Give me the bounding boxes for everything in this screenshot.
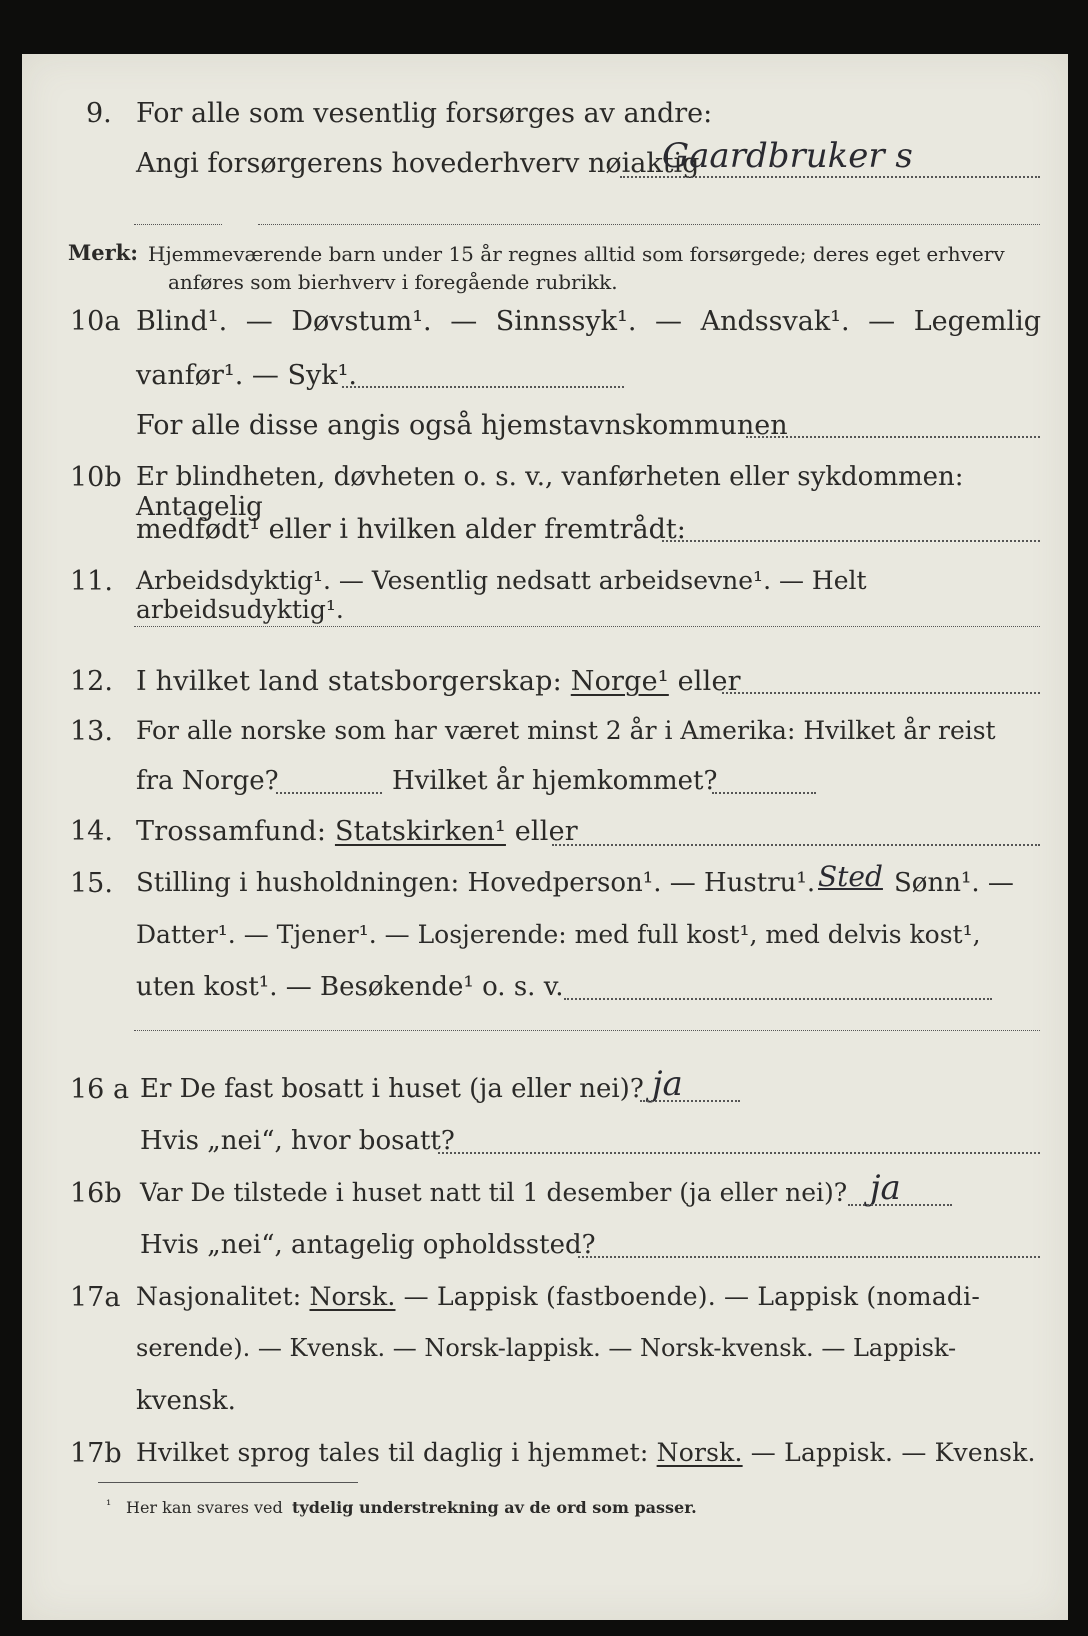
q17b-underlined-answer: Norsk.: [656, 1438, 743, 1467]
q12-answer-line: [722, 692, 1040, 694]
q9-question-line1: For alle som vesentlig forsørges av andre:: [136, 98, 713, 129]
q10a-number: 10a: [70, 306, 121, 337]
q16b-number: 16b: [70, 1178, 122, 1209]
q14-number: 14.: [70, 816, 113, 847]
footnote-rule: [98, 1482, 358, 1483]
q9-separator-right: [258, 224, 1040, 225]
q16a-handwritten-answer: ja: [652, 1064, 683, 1104]
q17b-line: [136, 1438, 1036, 1467]
q10a-line2: vanfør¹. — Syk¹.: [136, 360, 357, 391]
q10b-line1: Er blindheten, døvheten o. s. v., vanførheten eller sykdommen: Antagelig: [136, 462, 964, 522]
q17a-number: 17a: [70, 1282, 121, 1313]
q13-line2b: Hvilket år hjemkommet?: [392, 766, 718, 796]
q15-answer-line: [564, 998, 992, 1000]
q16a-number: 16 a: [70, 1074, 130, 1105]
q16a-line2: Hvis „nei“, hvor bosatt?: [140, 1126, 455, 1156]
q13-year-left-answer-line: [276, 792, 382, 794]
q16a-answer-line: [640, 1100, 740, 1102]
q11-number: 11.: [70, 566, 113, 597]
q10b-number: 10b: [70, 462, 122, 493]
q17a-suffix: — Lappisk (fastboende). — Lappisk (nomadi-: [403, 1282, 980, 1311]
q15-line1a: Stilling i husholdningen: Hovedperson¹. — Hustru¹.: [136, 868, 816, 898]
footnote-text-b: tydelig understrekning av de ord som passer.: [292, 1498, 697, 1517]
q15-number: 15.: [70, 868, 113, 899]
q17a-line2: serende). — Kvensk. — Norsk-lappisk. — Norsk-kvensk. — Lappisk-: [136, 1334, 957, 1362]
q16b-where-answer-line: [578, 1256, 1040, 1258]
footnote-mark: ¹: [106, 1498, 112, 1513]
q17a-line1: [136, 1282, 980, 1311]
merk-label: Merk:: [68, 240, 138, 265]
merk-line1: Hjemmeværende barn under 15 år regnes alltid som forsørgede; deres eget erhverv: [148, 242, 1005, 266]
census-form-page: [22, 54, 1068, 1620]
q17b-prefix: Hvilket sprog tales til daglig i hjemmet:: [136, 1438, 649, 1467]
q9-question-line2: Angi forsørgerens hovederhverv nøiaktig: [136, 148, 700, 179]
q11-line1: Arbeidsdyktig¹. — Vesentlig nedsatt arbeidsevne¹. — Helt arbeidsudyktig¹.: [136, 566, 867, 624]
merk-line2: anføres som bierhverv i foregående rubrikk.: [168, 270, 618, 294]
q15-line1b: Sønn¹. —: [894, 868, 1014, 898]
q12-prefix: I hvilket land statsborgerskap:: [136, 666, 562, 697]
q12-line: [136, 666, 741, 697]
q14-answer-line: [552, 844, 1040, 846]
q17a-prefix: Nasjonalitet:: [136, 1282, 302, 1311]
q14-line: [136, 816, 578, 847]
q10b-line2: medfødt¹ eller i hvilken alder fremtrådt:: [136, 514, 686, 545]
q10b-answer-line: [662, 540, 1040, 542]
q16b-handwritten-answer: ja: [870, 1168, 901, 1208]
q10a-line3: For alle disse angis også hjemstavnskommunen: [136, 410, 788, 441]
q12-number: 12.: [70, 666, 113, 697]
q13-line1: For alle norske som har været minst 2 år i Amerika: Hvilket år reist: [136, 716, 996, 745]
q9-answer-line: [620, 176, 1040, 178]
q17b-number: 17b: [70, 1438, 122, 1469]
q13-year-return-answer-line: [712, 792, 816, 794]
q9-separator-left: [134, 224, 222, 225]
q14-suffix: eller: [514, 816, 578, 847]
q12-suffix: eller: [677, 666, 741, 697]
q10a-hometown-answer-line: [746, 436, 1040, 438]
q17a-line3: kvensk.: [136, 1386, 236, 1416]
q16a-where-answer-line: [438, 1152, 1040, 1154]
q16b-line1: Var De tilstede i huset natt til 1 desember (ja eller nei)?: [140, 1178, 848, 1207]
q16b-line2: Hvis „nei“, antagelig opholdssted?: [140, 1230, 596, 1260]
q10a-line1: Blind¹. — Døvstum¹. — Sinnssyk¹. — Andssvak¹. — Legemlig: [136, 306, 1042, 337]
q15-separator: [134, 1030, 1040, 1031]
q16b-answer-line: [848, 1204, 952, 1206]
q10a-syk-answer-line: [342, 386, 624, 388]
footnote-text-a: Her kan svares ved: [126, 1498, 283, 1517]
q9-number: 9.: [86, 98, 112, 129]
q15-line2: Datter¹. — Tjener¹. — Losjerende: med full kost¹, med delvis kost¹,: [136, 920, 981, 949]
q16a-line1: Er De fast bosatt i huset (ja eller nei)?: [140, 1074, 644, 1104]
q13-line2a: fra Norge?: [136, 766, 279, 796]
q15-line3: uten kost¹. — Besøkende¹ o. s. v.: [136, 972, 564, 1002]
q15-handwritten-answer: Sted: [818, 860, 883, 893]
q14-prefix: Trossamfund:: [136, 816, 327, 847]
q14-underlined-answer: Statskirken¹: [334, 816, 506, 847]
q11-separator: [134, 626, 1040, 627]
q17b-suffix: — Lappisk. — Kvensk.: [750, 1438, 1036, 1467]
q13-number: 13.: [70, 716, 113, 747]
q12-underlined-answer: Norge¹: [570, 666, 669, 697]
q17a-underlined-answer: Norsk.: [309, 1282, 396, 1311]
q9-handwritten-answer: Gaardbruker s: [662, 136, 913, 176]
